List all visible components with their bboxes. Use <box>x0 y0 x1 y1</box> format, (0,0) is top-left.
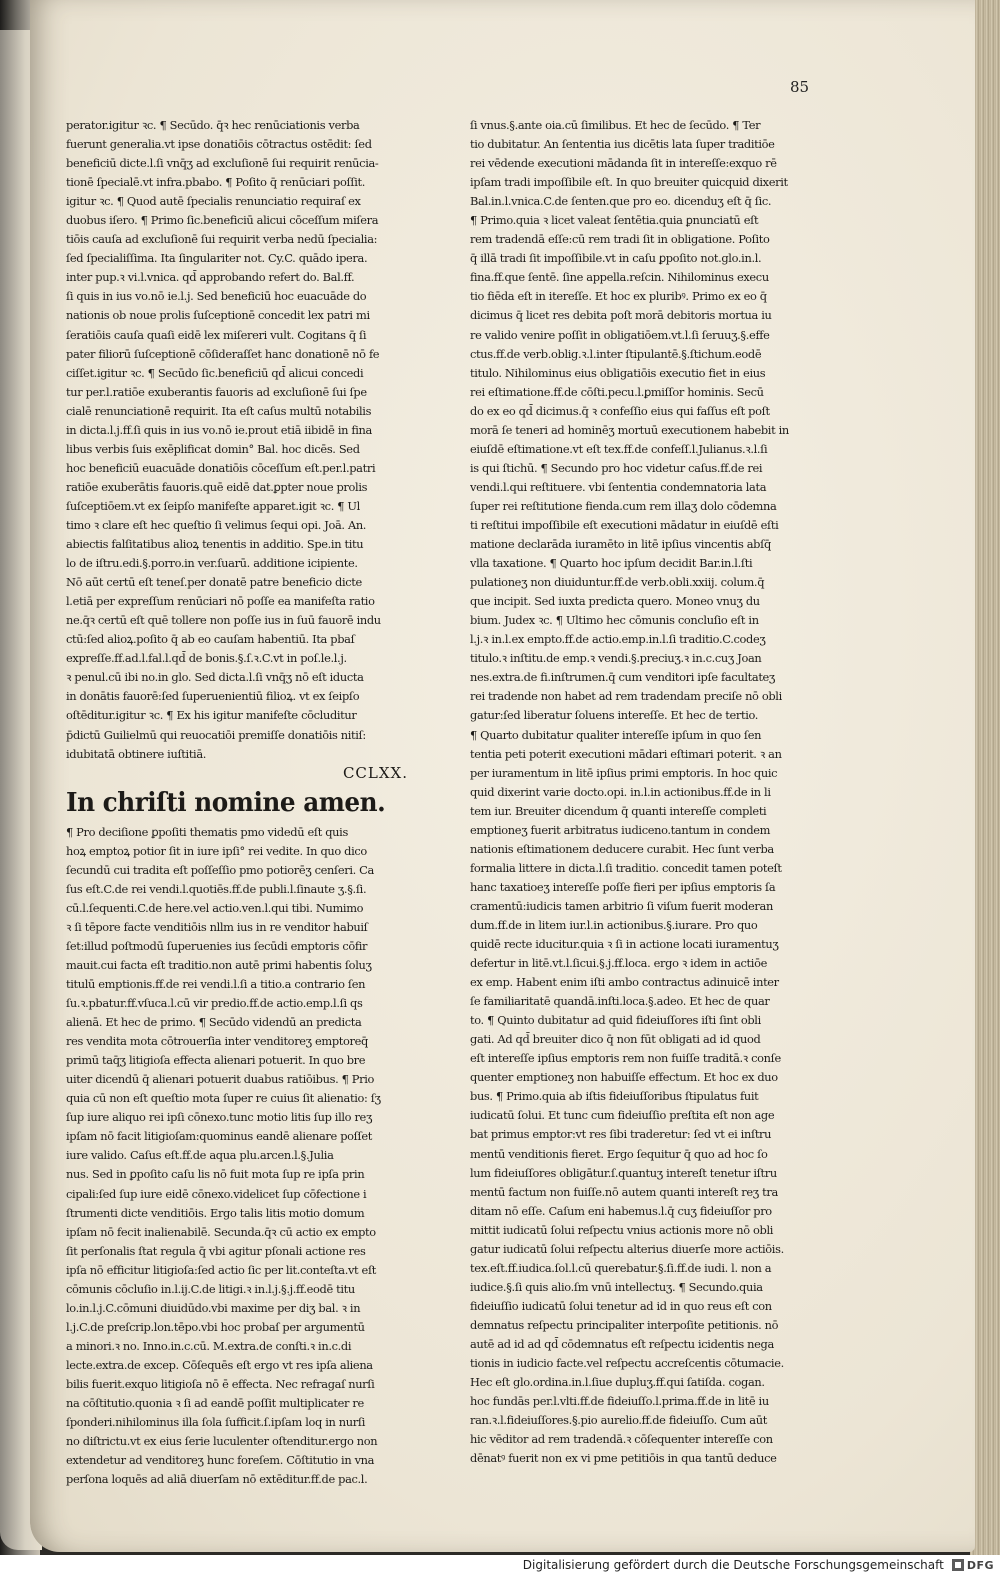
text-line: bat primus emptor:vt res ſibi traderetur: ſed vt ei inſtru <box>470 1127 772 1142</box>
text-line: ſtrumenti dicte venditiōis. Ergo talis litis motio domum <box>66 1205 365 1220</box>
text-line: pater filiorū ſuſceptionē cōſideraſſet hanc donationē nō fe <box>66 346 380 361</box>
text-line: is qui ſtichū. ¶ Secundo pro hoc videtur caſus.ff.de rei <box>470 460 763 475</box>
text-line: igitur ꝛc. ¶ Quod autē ſpecialis renunciatio requiraſ ex <box>66 194 361 209</box>
text-line: no diſtrictu.vt ex eius ſerie luculenter oſtenditur.ergo non <box>66 1434 378 1449</box>
text-line: gatur:ſed liberatur ſoluens intereſſe. Et hec de tertio. <box>470 708 759 723</box>
text-line: nationis ob noue prolis ſuſceptionē concedit lex patri mi <box>66 308 370 323</box>
text-line: lo.in.l.j.C.cōmuni diuidūdo.vbi maxime per diʒ bal. ꝛ in <box>66 1300 361 1315</box>
text-line: Hec eſt glo.ordina.in.l.ſiue dupluʒ.ff.qui ſatiſda. cogan. <box>470 1375 765 1390</box>
text-line: mentū factum non fuiſſe.nō autem quanti intereſt reʒ tra <box>470 1184 778 1199</box>
text-line: abiectis falſitatibus alioꝝ tenentis in additio. Spe.in titu <box>66 537 364 552</box>
digitization-footer <box>0 1555 1000 1575</box>
text-line: q̄ illā tradi ſit impoſſibile.vt in caſu ꝑpoſito not.glo.in.l. <box>470 251 762 266</box>
text-line: rem tradendā eſſe:cū rem tradi ſit in obligatione. Poſito <box>470 232 770 247</box>
text-line: tionē ſpecialē.vt infra.pbabo. ¶ Poſito q̄ renūciari poſſit. <box>66 175 365 190</box>
text-line: hoꝝ emptoꝝ potior ſit in iure ipſi° rei vedite. In quo dico <box>66 843 367 858</box>
text-line: quenter emptioneʒ non habuiſſe effectum. Et hoc ex duo <box>470 1070 778 1085</box>
text-line: bilis fuerit.exquo litigioſa nō ē effecta. Nec refragaſ nurſi <box>66 1377 375 1391</box>
text-line: iudice.§.ſi quis alio.ſm vnū intellectuʒ. ¶ Secundo.quia <box>470 1279 763 1294</box>
dfg-logo-icon <box>952 1559 964 1571</box>
text-line: tentia peti poterit executioni mādari eſtimari poterit. ꝛ an <box>470 746 782 761</box>
folio-number: 85 <box>790 78 810 96</box>
text-line: primū taq̄ʒ litigioſa effecta alienari potuerit. In quo bre <box>66 1053 366 1068</box>
text-line: iure valido. Caſus eſt.ff.de aqua plu.arcen.l.§.Julia <box>66 1148 334 1163</box>
text-line: alienā. Et hec de primo. ¶ Secūdo videndū an predicta <box>66 1015 362 1030</box>
text-line: tio dubitatur. An ſententia ius dicētis lata ſuper traditiōe <box>470 137 775 152</box>
text-line: re valido venire poſſit in obligatiōem.vt.l.ſi ſeruuʒ.§.effe <box>470 327 770 342</box>
text-line: fideiuſſio iudicatū ſolui tenetur ad id in quo reus eſt con <box>470 1298 772 1313</box>
text-line: autē ad id ad qd̄ cōdemnatus eſt reſpectu icidentis nega <box>470 1337 774 1351</box>
text-line: res vendita mota cōtrouerſia inter venditoreʒ emptoreq̄ <box>66 1034 368 1049</box>
text-line: eiuſdē eſtimatione.vt eſt tex.ff.de confeſſ.l.Julianus.ꝛ.l.ſi <box>470 441 768 456</box>
text-line: morā ſe teneri ad hominēʒ mortuū executionem habebit in <box>470 422 789 437</box>
text-line: p̄dictū Guilielmū qui reuocatiōi premiſſe donatiōis nitiſ: <box>66 727 366 742</box>
text-line: na cōſtitutio.quonia ꝛ ſi ad eandē poſſit multiplicater re <box>66 1396 364 1411</box>
text-line: ſed ſpecialiſſima. Ita ſingulariter not. Cy.C. quādo ipera. <box>66 251 368 266</box>
dfg-logo <box>952 1558 994 1572</box>
text-line: cialē renunciationē requirit. Ita eſt caſus multū notabilis <box>66 403 372 418</box>
text-line: rei eſtimatione.ff.de cōſti.pecu.l.ꝑmiſſor hominis. Secū <box>470 384 764 399</box>
text-line: defertur in litē.vt.l.ſicui.§.j.ff.loca. ergo ꝛ idem in actiōe <box>470 956 767 971</box>
text-line: nationis eſtimationem deducere curabit. Hec ſunt verba <box>470 841 774 856</box>
text-line: ratiōe exuberātis fauoris.quē eidē dat.ꝑpter noue prolis <box>66 479 368 494</box>
text-line: ¶ Pro deciſione ꝑpoſiti thematis pmo videdū eſt quis <box>66 824 348 839</box>
left-text-column <box>66 116 408 1489</box>
text-line: in donātis fauorē:ſed ſuperuenientiū filioꝝ. vt ex ſeipſo <box>66 689 360 704</box>
text-line: quia cū non eſt queſtio mota ſuper re cuius ſit alienatio: ſʒ <box>66 1091 381 1106</box>
text-line: ſi quis in ius vo.nō ie.l.j. Sed beneficiū hoc euacuāde do <box>66 289 367 304</box>
text-line: cramentū:iudicis tamen arbitrio ſi viſum fuerit moderan <box>470 898 773 913</box>
text-line: ipſam tradi impoſſibile eſt. In quo breuiter quicquid dixerit <box>470 175 788 190</box>
text-line: gati. Ad qd̄ breuiter dico q̄ non fūt obligati ad id quod <box>470 1032 761 1047</box>
text-line: ſecundū cui tradita eſt poſſeſſio pmo potiorēʒ cenſeri. Ca <box>66 862 374 877</box>
text-line: l.etiā per expreſſum renūciari nō poſſe ea manifeſta ratio <box>66 594 375 609</box>
text-line: titulū emptionis.ff.de rei vendi.l.ſi a titio.a contrario ſen <box>66 977 366 992</box>
chapter-numeral: CCLXX. <box>342 763 408 782</box>
text-line: tio fiēda eſt in itereſſe. Et hoc ex pluribꝰ. Primo ex eo q̄ <box>470 289 767 304</box>
text-line: demnatus reſpectu principaliter interpoſite petitionis. nō <box>470 1317 779 1332</box>
text-line: fina.ff.que ſentē. ſine appella.reſcin. Nihilominus execu <box>470 270 769 285</box>
text-line: dēnatꝰ fuerit non ex vi pme petitiōis in qua tantū deduce <box>470 1451 777 1466</box>
text-line: fuerunt generalia.vt ipse donatiōis cōtractus ostēdit: ſed <box>66 137 372 152</box>
text-line: do ex eo qd̄ dicimus.q̄ ꝛ confeſſio eius qui faſſus eſt poſt <box>470 403 770 418</box>
text-line: ſuper rei reſtitutione fienda.cum rem illaʒ dolo cōdemna <box>470 498 777 513</box>
text-line: timo ꝛ clare eſt hec queſtio ſi velimus ſequi opi. Joā. An. <box>66 517 367 532</box>
text-line: gatur iudicatū ſolui reſpectu alterius diuerſe more actiōis. <box>470 1241 784 1256</box>
text-line: nus. Sed in ꝑpoſito caſu lis nō fuit mota ſup re ipſa prin <box>66 1167 365 1182</box>
text-line: vlla taxatione. ¶ Quarto hoc ipſum decidit Bar.in.l.ſti <box>470 556 753 571</box>
text-line: perator.igitur ꝛc. ¶ Secūdo. q̄ꝛ hec renūciationis verba <box>66 118 360 132</box>
text-line: bus. ¶ Primo.quia ab iſtis fideiuſſoribus ſtipulatus fuit <box>470 1089 759 1104</box>
text-line: ne.q̄ꝛ certū eſt quē tollere non poſſe ius in ſuū fauorē indu <box>66 613 381 628</box>
text-line: perſona loquēs ad aliā diuerſam nō extēditur.ff.de pac.l. <box>66 1472 368 1487</box>
text-line: a minori.ꝛ no. Inno.in.c.cū. M.extra.de conſti.ꝛ in.c.di <box>66 1338 352 1353</box>
text-line: ſet:illud poſtmodū ſuperuenies ius ſecūdi emptoris cōfir <box>66 938 368 953</box>
text-line: cipali:ſed ſup iure eidē cōnexo.videlicet ſup cōfectione i <box>66 1186 367 1201</box>
text-line: ſus eſt.C.de rei vendi.l.quotiēs.ff.de publi.l.ſinaute ʒ.§.ſi. <box>66 881 367 896</box>
text-line: quidē recte iducitur.quia ꝛ ſi in actione locati iuramentuʒ <box>470 937 779 952</box>
text-line: l.j.ꝛ in.l.ex empto.ff.de actio.emp.in.l.ſi traditio.C.codeʒ <box>470 632 766 647</box>
left-column-text-after-heading <box>66 823 408 1490</box>
right-column-text <box>470 116 800 1468</box>
text-line: ꝛ penul.cū ibi no.in glo. Sed dicta.l.ſi vnq̄ʒ nō eſt iducta <box>66 670 364 685</box>
text-line: Bal.in.l.vnica.C.de ſenten.que pro eo. dicenduʒ eſt q̄ ſic. <box>470 194 772 209</box>
text-line: mentū venditionis fieret. Ergo ſequitur q̄ quo ad hoc ſo <box>470 1146 768 1161</box>
text-line: lo de iſtru.edi.§.porro.in ver.ſuarū. additione icipiente. <box>66 556 358 571</box>
text-line: ſit perſonalis ſtat regula q̄ vbi agitur pſonali actione res <box>66 1243 366 1258</box>
text-line: expreſſe.ff.ad.l.fal.l.qd̄ de bonis.§.ſ.ꝛ.C.vt in poſ.le.l.j. <box>66 651 347 666</box>
text-line: beneficiū dicte.l.ſi vnq̄ʒ ad excluſionē ſui requirit renūcia- <box>66 156 379 171</box>
text-line: l.j.C.de preſcrip.lon.tēpo.vbi hoc probaſ per argumentū <box>66 1319 365 1334</box>
text-line: rei vēdende executioni mādanda ſit in intereſſe:exquo rē <box>470 156 777 171</box>
text-line: ſeratiōis cauſa quaſi eidē lex miſereri vult. Cogitans q̄ ſi <box>66 327 367 342</box>
text-line: tem iur. Breuiter dicendum q̄ quanti intereſſe completi <box>470 803 767 818</box>
text-line: ¶ Quarto dubitatur qualiter intereſſe ipſum in quo ſen <box>470 727 762 742</box>
text-line: mittit iudicatū ſolui reſpectu vnius actionis more nō obli <box>470 1222 774 1237</box>
text-line: hanc taxatioeʒ intereſſe poſſe fieri per ipſius emptoris ſa <box>470 879 776 894</box>
text-line: hic vēditor ad rem tradendā.ꝛ cōſequenter intereſſe con <box>470 1432 773 1447</box>
dfg-logo-text: DFG <box>966 1558 994 1572</box>
text-line: ¶ Primo.quia ꝛ licet valeat ſentētia.quia ꝑnunciatū eſt <box>470 213 759 228</box>
text-line: libus verbis ſuis exēplificat domin° Bal. hoc dicēs. Sed <box>66 441 360 456</box>
text-line: formalia littere in dicta.l.ſi traditio. concedit tamen poteſt <box>470 860 782 875</box>
text-line: ti reſtitui impoſſibile eſt executioni mādatur in eiuſdē eſti <box>470 517 779 532</box>
text-line: per iuramentum in litē ipſius primi emptoris. In hoc quic <box>470 765 778 780</box>
text-line: oſtēditur.igitur ꝛc. ¶ Ex his igitur manifeſte cōcluditur <box>66 708 357 723</box>
text-line: cōmunis cōcluſio in.l.ij.C.de litigi.ꝛ in.l.j.§.j.ff.eodē titu <box>66 1281 355 1296</box>
text-line: lecte.extra.de excep. Cōſequēs eſt ergo vt res ipſa aliena <box>66 1357 373 1372</box>
footer-credit-text: Digitalisierung gefördert durch die Deutsche Forschungsgemeinschaft <box>522 1558 944 1572</box>
text-line: ran.ꝛ.l.fideiuſſores.§.pio aurelio.ff.de fideiuſſo. Cum aūt <box>470 1413 767 1428</box>
text-line: cū.l.ſequenti.C.de here.vel actio.ven.l.qui tibi. Numimo <box>66 900 364 915</box>
text-line: ſu.ꝛ.pbatur.ff.vſuca.l.cū vir predio.ff.de actio.emp.l.ſi qs <box>66 996 363 1011</box>
text-line: inter pup.ꝛ vi.l.vnica. qd̄ approbando refert do. Bal.ff. <box>66 270 355 285</box>
text-line: to. ¶ Quinto dubitatur ad quid fideiuſſores iſti ſint obli <box>470 1013 761 1028</box>
text-line: tiōis cauſa ad excluſionē ſui requirit verba nedū ſpecialia: <box>66 232 378 247</box>
text-line: ipſa nō efficitur litigioſa:ſed actio ſic per lit.conteſta.vt eſt <box>66 1262 377 1277</box>
text-line: hoc fundās per.l.vlti.ff.de fideiuſſo.l.prima.ff.de in litē iu <box>470 1394 769 1409</box>
text-line: matione declarāda iuramēto in litē ipſius vincentis abſq̄ <box>470 537 771 552</box>
text-line: quid dixerint varie docto.opi. in.l.in actionibus.ff.de in li <box>470 784 771 799</box>
text-line: ipſam nō facit litigioſam:quominus eandē alienare poſſet <box>66 1129 372 1144</box>
text-line: eſt intereſſe ipſius emptoris rem non fuiſſe traditā.ꝛ conſe <box>470 1051 781 1066</box>
text-line: rei tradende non habet ad rem tradendam preciſe nō obli <box>470 689 782 704</box>
text-line: iudicatū ſolui. Et tunc cum fideiuſſio preſtita eſt non age <box>470 1108 775 1123</box>
text-line: emptioneʒ fuerit arbitratus iudiceno.tantum in condem <box>470 822 771 837</box>
text-line: extendetur ad venditoreʒ hunc foreſem. Cōſtitutio in vna <box>66 1453 375 1468</box>
text-line: titulo.ꝛ inſtitu.de emp.ꝛ vendi.§.preciuʒ.ꝛ in.c.cuʒ Joan <box>470 651 762 666</box>
right-text-column <box>470 116 800 1468</box>
text-line: hoc beneficiū euacuāde donatiōis cōceſſum eſt.per.l.patri <box>66 460 376 475</box>
text-line: ꝛ ſi tēpore facte venditiōis nllm ius in re venditor habuiſ <box>66 919 368 934</box>
text-line: ctus.ff.de verb.oblig.ꝛ.l.inter ſtipulantē.§.ſtichum.eodē <box>470 346 762 361</box>
chapter-title: In chriſti nomine amen. <box>66 787 386 818</box>
text-line: pulationeʒ non diuiduntur.ff.de verb.obli.xxiij. colum.q̄ <box>470 575 765 590</box>
text-line: tex.eſt.ff.iudica.ſol.l.cū querebatur.§.ſi.ff.de iudi. l. non a <box>470 1260 772 1275</box>
text-line: ditam nō eſſe. Caſum eni habemus.l.q̄ cuʒ fideiuſſor pro <box>470 1203 772 1218</box>
text-line: tionis in iudicio facte.vel reſpectu accreſcentis cōtumacie. <box>470 1356 784 1371</box>
text-line: tur per.l.ratiōe exuberantis fauoris ad excluſionē ſui ſpe <box>66 384 367 399</box>
text-line: titulo. Nihilominus eius obligatiōis executio fiet in eius <box>470 365 766 380</box>
text-line: dum.ff.de in litem iur.l.in actionibus.§.iurare. Pro quo <box>470 917 758 932</box>
text-line: uiter dicendū q̄ alienari potuerit duabus ratiōibus. ¶ Prio <box>66 1072 375 1087</box>
text-line: ſponderi.nihilominus illa ſola ſufficit.ſ.ipſam loq in nurſi <box>66 1415 365 1430</box>
left-column-text-before-heading <box>66 116 408 764</box>
text-line: ctū:ſed alioꝝ.poſito q̄ ab eo cauſam habentiū. Ita pbaſ <box>66 632 355 647</box>
text-line: ſe familiaritatē quandā.inſti.loca.§.adeo. Et hec de quar <box>470 994 770 1009</box>
text-line: mauit.cui facta eſt traditio.non autē primi habentis ſoluʒ <box>66 957 372 972</box>
text-line: duobus iſero. ¶ Primo ſic.beneficiū alicui cōceſſum miſera <box>66 213 379 228</box>
chapter-heading-row <box>66 764 408 783</box>
text-line: ſuſceptiōem.vt ex ſeipſo manifeſte apparet.igit ꝛc. ¶ Ul <box>66 498 360 513</box>
text-line: nes.extra.de fi.inſtrumen.q̄ cum venditori ipſe facultateʒ <box>470 670 776 685</box>
text-line: bium. Judex ꝛc. ¶ Ultimo hec cōmunis concluſio eſt in <box>470 613 759 628</box>
text-line: vendi.l.qui reſtituere. vbi ſententia condemnatoria lata <box>470 479 767 494</box>
text-line: ex emp. Habent enim iſti ambo contractus adinuicē inter <box>470 975 779 990</box>
text-line: ipſam nō fecit inalienabilē. Secunda.q̄ꝛ cū actio ex empto <box>66 1224 376 1239</box>
text-line: ſup iure aliquo rei ipſi cōnexo.tunc motio litis ſup illo reʒ <box>66 1110 373 1125</box>
text-line: ſi vnus.§.ante oia.cū ſimilibus. Et hec de ſecūdo. ¶ Ter <box>470 118 761 132</box>
text-line: idubitatā obtinere iuſtitiā. <box>66 746 207 761</box>
text-line: lum fideiuſſores obligātur.ſ.quantuʒ intereſt tenetur iſtru <box>470 1165 777 1180</box>
text-line: que incipit. Sed iuxta predicta quero. Moneo vnuʒ du <box>470 594 760 609</box>
text-line: dicimus q̄ licet res debita poſt morā debitoris mortua iu <box>470 308 772 323</box>
text-line: ciſſet.igitur ꝛc. ¶ Secūdo ſic.beneficiū qd̄ alicui concedi <box>66 365 364 380</box>
text-line: in dicta.l.j.ff.ſi quis in ius vo.nō ie.prout etiā iibidē in fina <box>66 422 372 437</box>
text-line: Nō aūt certū eſt teneſ.per donatē patre beneficio dicte <box>66 575 362 590</box>
